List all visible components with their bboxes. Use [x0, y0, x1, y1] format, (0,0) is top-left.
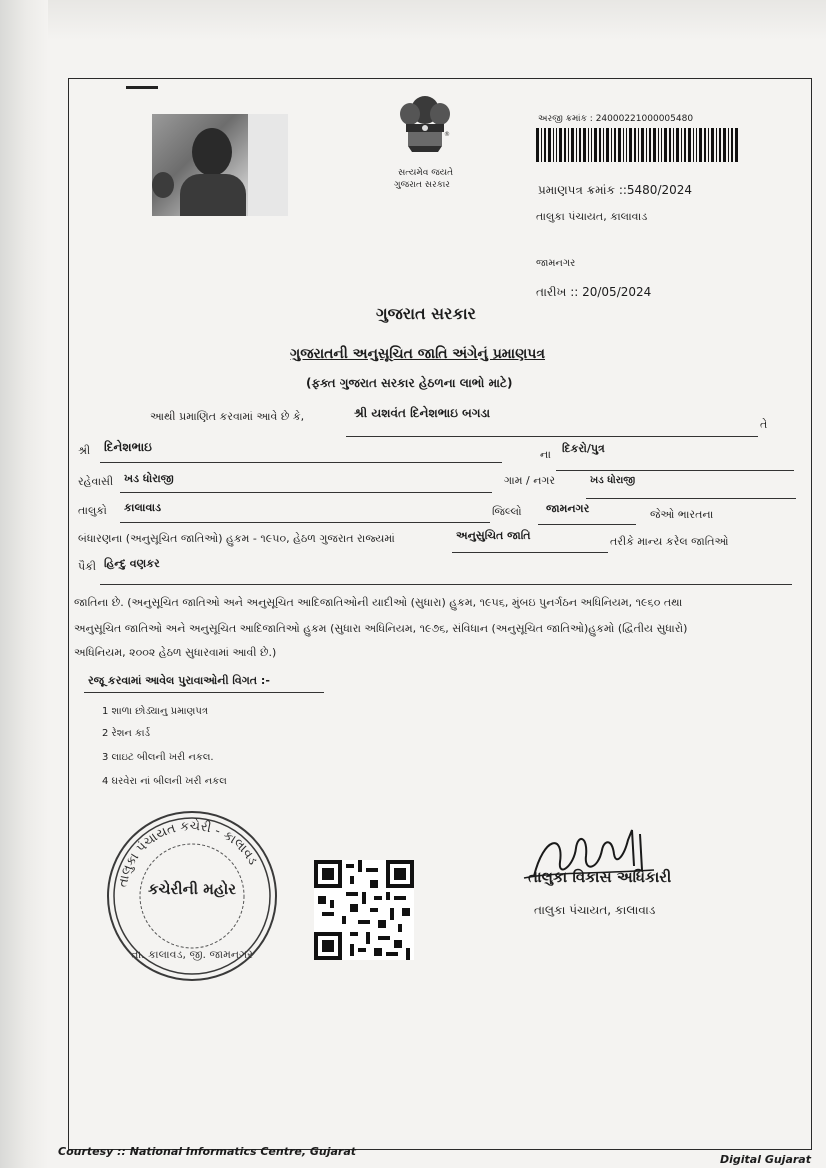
caste-value: હિન્દુ વણકર — [104, 557, 160, 570]
seal-center-text: કચેરીની મહોર — [147, 880, 237, 898]
seal-bottom-text: તા. કાલાવડ, જી. જામનગર — [131, 948, 253, 961]
document-item: 1 શાળા છોડ્યાનુ પ્રમાણપત્ર — [102, 706, 208, 717]
body-line1-prefix: આથી પ્રમાણિત કરવામાં આવે છે કે, — [150, 410, 305, 423]
barcode — [536, 128, 740, 162]
qr-code — [314, 860, 414, 960]
application-number: અરજી ક્રમાંક : 24000221000005480 — [538, 114, 694, 124]
national-emblem-icon — [394, 92, 456, 166]
taluka-label: તાલુકો — [78, 504, 107, 517]
issue-date: તારીખ :: 20/05/2024 — [536, 285, 652, 299]
govt-heading: ગુજરાત સરકાર — [376, 304, 476, 323]
seal-ring-text: તાલુકા પંચાયત કચેરી - કાલાવડ — [115, 818, 261, 889]
scan-edge-top — [0, 0, 826, 40]
village-value: ખડ ધોરાજી — [590, 475, 636, 486]
india-suffix: જેઓ ભારતના — [650, 508, 714, 521]
paragraph-line-2: અનુસૂચિત જાતિઓ અને અનુસૂચિત આદિજાતિઓ હુકમ (સુધારા અધિનિયમ, ૧૯૭૬, સંવિધાન (અનુસૂચિત જાતિઓ)હુકમો (દ્વિતીય સુધારો) — [74, 622, 688, 635]
emblem-caption: ગુજરાત સરકાર — [394, 180, 450, 190]
constitution-text: બંધારણના (અનુસૂચિત જાતિઓ) હુકમ - ૧૯૫૦, હેઠળ ગુજરાત રાજ્યમાં — [78, 532, 395, 545]
taluka-line — [120, 522, 490, 523]
scan-mark — [126, 86, 158, 89]
document-item: 4 ઘરવેરા નાં બીલની ખરી નકલ — [102, 776, 227, 787]
district-line — [538, 524, 636, 525]
office-seal-stamp — [104, 808, 280, 984]
paragraph-line-3: અધિનિયમ, ૨૦૦૨ હેઠળ સુધારવામાં આવી છે.) — [74, 646, 277, 659]
certificate-title: ગુજરાતની અનુસૂચિત જાતિ અંગેનું પ્રમાણપત્ર — [290, 346, 546, 362]
resident-line — [120, 492, 492, 493]
issuing-district: જામનગર — [536, 258, 576, 269]
father-name: દિનેશભાઇ — [104, 440, 152, 454]
emblem-motto: સત્યમેવ જયતે — [398, 168, 454, 178]
shri-label: શ્રી — [78, 444, 91, 457]
certificate-number: પ્રમાણપત્ર ક્રમાંક ::5480/2024 — [538, 183, 693, 197]
district-label: જિલ્લો — [492, 505, 522, 518]
recognised-text: તરીકે માન્ય કરેલ જાતિઓ — [610, 535, 729, 548]
document-item: 2 રેશન કાર્ડ — [102, 728, 151, 739]
certificate-subtitle: (ફક્ત ગુજરાત સરકાર હેઠળના લાભો માટે) — [306, 376, 513, 390]
among-label: પૈકી — [78, 560, 97, 573]
documents-heading-line — [84, 692, 324, 693]
body-line1-suffix: તે — [760, 418, 768, 431]
document-item: 3 લાઇટ બીલની ખરી નકલ. — [102, 752, 214, 763]
footer-courtesy: Courtesy :: National Informatics Centre, Gujarat — [58, 1145, 357, 1158]
signatory-title: તાલુકા વિકાસ અધિકારી — [528, 868, 672, 886]
certificate-border — [68, 78, 812, 1150]
resident-value: ખડ ધોરાજી — [124, 472, 174, 485]
caste-line — [100, 584, 792, 585]
relation-value: દિકરો/પુત્ર — [562, 442, 605, 455]
svg-text:તાલુકા પંચાયત કચેરી - કાલાવડ — [116, 818, 261, 889]
footer-digital-gujarat: Digital Gujarat — [720, 1153, 811, 1166]
relation-line — [556, 470, 794, 471]
relation-label: ના — [540, 448, 551, 461]
signatory-office: તાલુકા પંચાયત, કાલાવાડ — [534, 903, 656, 917]
village-line — [586, 498, 796, 499]
father-name-line — [100, 462, 502, 463]
applicant-photo — [152, 114, 288, 216]
district-value: જામનગર — [546, 502, 590, 515]
scan-edge-left — [0, 0, 48, 1168]
category-line — [452, 552, 608, 553]
resident-label: રહેવાસી — [78, 475, 114, 488]
documents-heading: રજૂ કરવામાં આવેલ પુરાવાઓની વિગત :- — [88, 674, 270, 687]
applicant-name: શ્રી યશવંત દિનેશભાઇ બગડા — [354, 406, 491, 420]
applicant-name-line — [346, 436, 758, 437]
taluka-value: કાલાવાડ — [124, 501, 162, 514]
paragraph-line-1: જાતિના છે. (અનુસૂચિત જાતિઓ અને અનુસૂચિત આદિજાતિઓની યાદીઓ (સુધારા) હુકમ, ૧૯૫૬, મુંબઇ પુનર્ગઠન અધિનિયમ, ૧૯૬૦ તથા — [74, 596, 683, 609]
svg-text:®: ® — [444, 131, 450, 138]
issuing-office: તાલુકા પંચાયત, કાલાવાડ — [536, 210, 648, 223]
village-label: ગામ / નગર — [504, 474, 556, 487]
category-value: અનુસુચિત જાતિ — [456, 529, 531, 542]
